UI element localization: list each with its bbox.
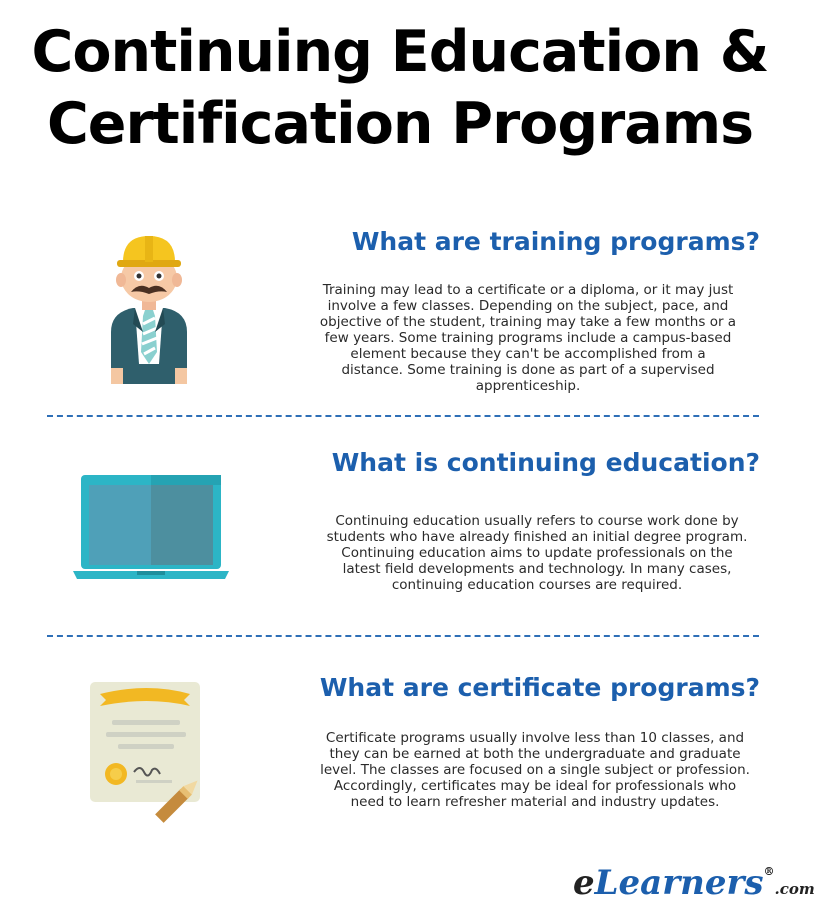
section-divider — [47, 415, 759, 417]
logo-e: e — [573, 863, 595, 903]
section-heading-continuing-education: What is continuing education? — [331, 448, 760, 477]
certificate-icon — [86, 680, 212, 826]
logo-dot-com: .com — [774, 880, 815, 898]
page-title-line-1: Continuing Education & — [31, 19, 769, 85]
section-heading-certificate: What are certificate programs? — [319, 673, 760, 702]
elearners-logo[interactable] — [573, 863, 815, 903]
section-heading-training: What are training programs? — [351, 227, 760, 256]
page-title-line-2: Certification Programs — [46, 91, 754, 157]
logo-learners: Learners — [594, 863, 764, 903]
section-body-training: Training may lead to a certificate or a diploma, or it may just involve a few classes. Depending on the subject, pace, and objective of the student, training may take a few months or a few years. Some training programs include a campus-based element because they can't be accomplished from a distance. Some training is done as part of a supervised apprenticeship. — [319, 282, 737, 394]
section-body-certificate: Certificate programs usually involve less than 10 classes, and they can be earned at both the undergraduate and graduate level. The classes are focused on a single subject or profession. Accordingly, certificates may be ideal for professionals who need to learn refresher material and industry updates. — [320, 730, 750, 810]
laptop-icon — [73, 475, 229, 583]
construction-worker-icon — [105, 232, 193, 384]
section-divider — [47, 635, 759, 637]
logo-registered-mark: ® — [763, 865, 775, 878]
section-body-continuing-education: Continuing education usually refers to course work done by students who have already finished an initial degree program. Continuing education aims to update professionals on the latest field developments and technology. In many cases, continuing education courses are required. — [326, 513, 748, 593]
